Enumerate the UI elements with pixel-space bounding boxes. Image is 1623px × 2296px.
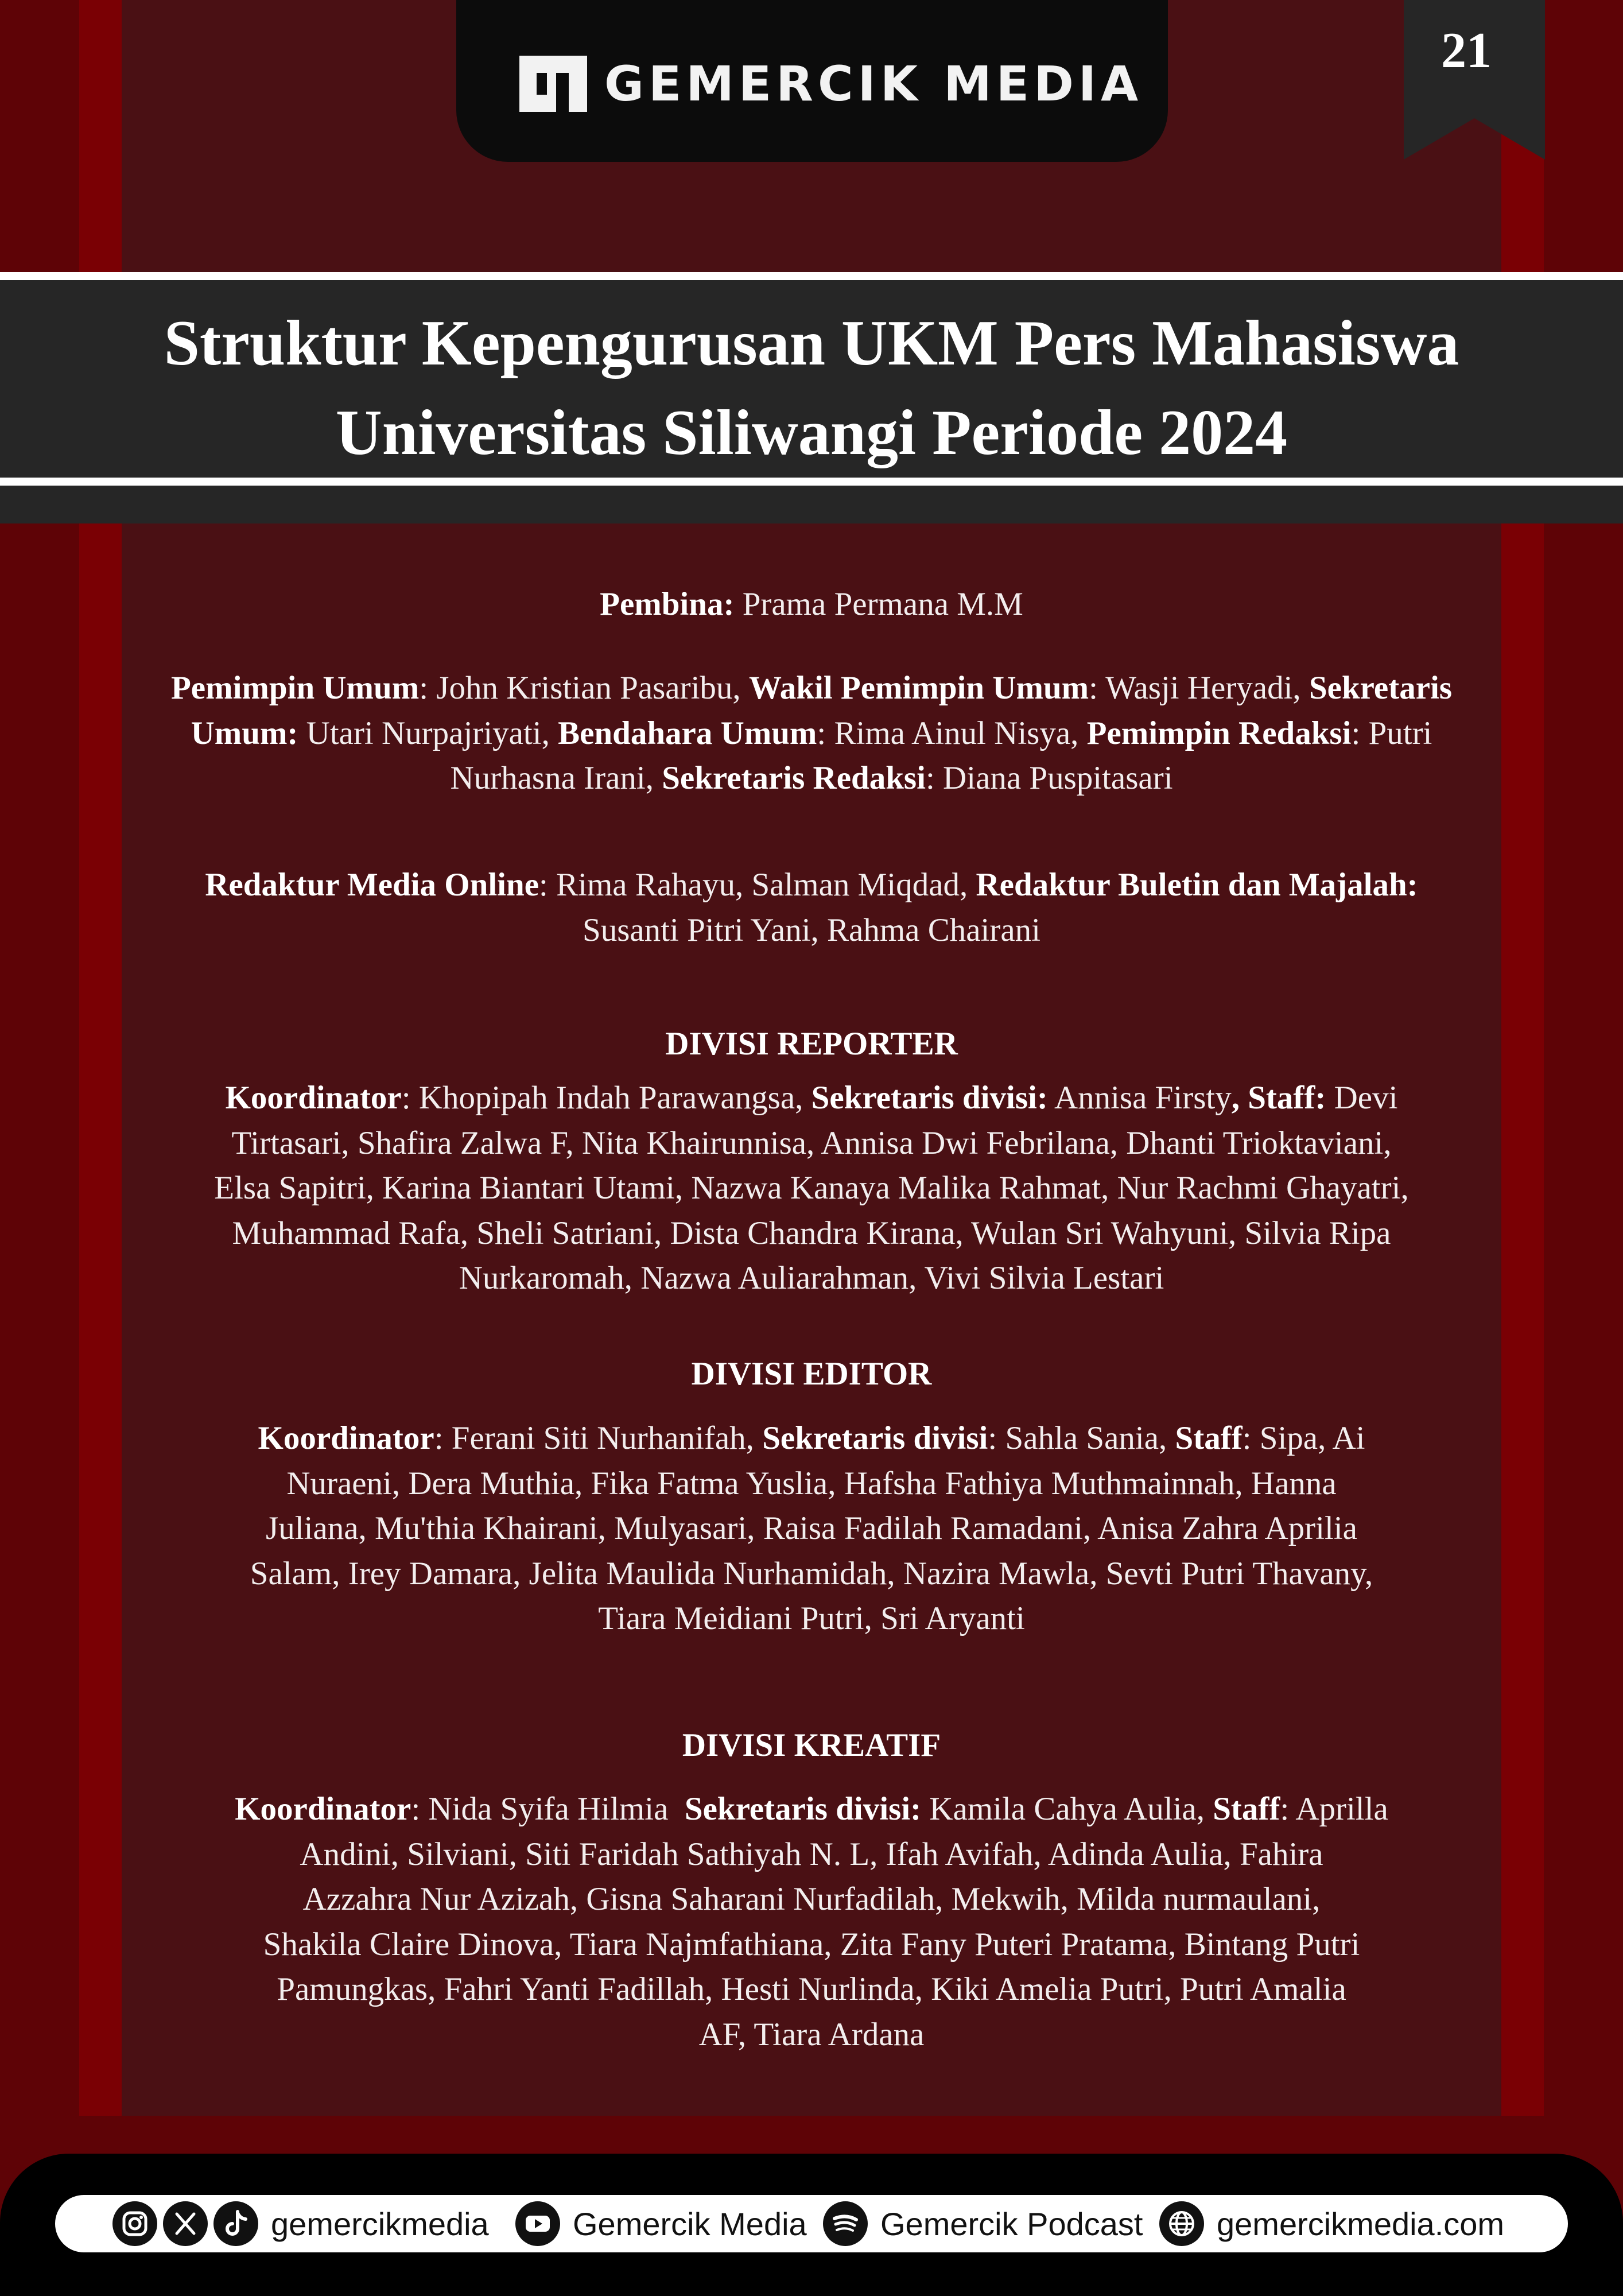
editor-line-1 (143, 1416, 1480, 1461)
reporter-block (143, 1076, 1480, 1301)
social-handle[interactable]: gemercikmedia (271, 2205, 489, 2242)
website-group (1159, 2195, 1504, 2252)
redaktur-block (143, 863, 1480, 953)
role-redaktur-media-online: Redaktur Media Online (205, 867, 539, 903)
name-text: : Rima Rahayu, Salman Miqdad, (539, 867, 976, 903)
role-koordinator: Koordinator (235, 1791, 411, 1827)
website-link[interactable]: gemercikmedia.com (1217, 2205, 1505, 2242)
role-sekretaris: Sekretaris (1309, 670, 1453, 706)
redaktur-line-1 (143, 863, 1480, 908)
reporter-line-2: Tirtasari, Shafira Zalwa F, Nita Khairunnisa, Annisa Dwi Febrilana, Dhanti Trioktaviani, (231, 1124, 1392, 1161)
role-wakil-pemimpin-umum: Wakil Pemimpin Umum (748, 670, 1089, 706)
role-sekretaris-divisi: Sekretaris divisi: (684, 1791, 922, 1827)
name-text: : Sahla Sania, (988, 1420, 1175, 1456)
role-sekretaris-redaksi: Sekretaris Redaksi (662, 760, 926, 796)
youtube-icon[interactable] (515, 2201, 560, 2246)
role-koordinator: Koordinator (258, 1420, 434, 1456)
role-pemimpin-umum: Pemimpin Umum (170, 670, 420, 706)
instagram-icon[interactable] (112, 2201, 157, 2246)
editor-heading: DIVISI EDITOR (691, 1356, 932, 1392)
page-number: 21 (1441, 23, 1492, 79)
role-pemimpin-redaksi: Pemimpin Redaksi (1086, 715, 1352, 751)
kreatif-line-5: Pamungkas, Fahri Yanti Fadillah, Hesti Nurlinda, Kiki Amelia Putri, Putri Amalia (277, 1971, 1346, 2007)
kreatif-heading: DIVISI KREATIF (682, 1727, 941, 1763)
brand-name: GEMERCIK MEDIA (604, 56, 1143, 112)
pimpinan-line-2 (143, 711, 1480, 757)
role-staff: , Staff: (1231, 1080, 1326, 1116)
title-line-2: Universitas Siliwangi Periode 2024 (335, 397, 1288, 468)
kreatif-line-4: Shakila Claire Dinova, Tiara Najmfathiana, Zita Fany Puteri Pratama, Bintang Putri (263, 1926, 1360, 1963)
pimpinan-line-1 (143, 666, 1480, 711)
youtube-group (515, 2195, 807, 2252)
name-text: : John Kristian Pasaribu, (419, 670, 749, 706)
kreatif-line-3: Azzahra Nur Azizah, Gisna Saharani Nurfadilah, Mekwih, Milda nurmaulani, (302, 1881, 1321, 1917)
editor-line-2: Nuraeni, Dera Muthia, Fika Fatma Yuslia, Hafsha Fathiya Muthmainnah, Hanna (286, 1465, 1337, 1502)
title-band-shadow (0, 482, 1623, 523)
reporter-line-4: Muhammad Rafa, Sheli Satriani, Dista Chandra Kirana, Wulan Sri Wahyuni, Silvia Ripa (232, 1215, 1391, 1251)
name-text: : Aprilla (1280, 1791, 1388, 1827)
editor-line-3: Juliana, Mu'thia Khairani, Mulyasari, Raisa Fadilah Ramadani, Anisa Zahra Aprilia (266, 1510, 1357, 1546)
reporter-line-3: Elsa Sapitri, Karina Biantari Utami, Nazwa Kanaya Malika Rahmat, Nur Rachmi Ghayatri, (214, 1170, 1409, 1206)
name-text: Nurhasna Irani, (450, 760, 662, 796)
redaktur-line-2: Susanti Pitri Yani, Rahma Chairani (583, 912, 1040, 948)
name-text: : Rima Ainul Nisya, (817, 715, 1087, 751)
globe-icon[interactable] (1159, 2201, 1204, 2246)
kreatif-line-2: Andini, Silviani, Siti Faridah Sathiyah N. L, Ifah Avifah, Adinda Aulia, Fahira (300, 1836, 1323, 1872)
name-text: : Khopipah Indah Parawangsa, (401, 1080, 812, 1116)
title-line-1: Struktur Kepengurusan UKM Pers Mahasiswa (164, 308, 1459, 379)
pimpinan-block (143, 666, 1480, 801)
social-group (112, 2195, 489, 2252)
title-band-top-line (0, 272, 1623, 280)
editor-line-4: Salam, Irey Damara, Jelita Maulida Nurhamidah, Nazira Mawla, Sevti Putri Thavany, (250, 1555, 1373, 1592)
role-sekretaris-umum: Umum: (191, 715, 298, 751)
spotify-icon[interactable] (823, 2201, 868, 2246)
role-bendahara-umum: Bendahara Umum (558, 715, 817, 751)
kreatif-line-6: AF, Tiara Ardana (698, 2016, 925, 2053)
role-staff: Staff (1213, 1791, 1280, 1827)
gemercik-logo-icon (519, 56, 587, 112)
brand-logo (519, 55, 1143, 113)
name-text: : Sipa, Ai (1242, 1420, 1365, 1456)
reporter-line-1 (143, 1076, 1480, 1121)
reporter-line-5: Nurkaromah, Nazwa Auliarahman, Vivi Silvia Lestari (459, 1260, 1164, 1296)
name-text: Kamila Cahya Aulia, (921, 1791, 1213, 1827)
pembina-line (143, 582, 1480, 627)
x-icon[interactable] (163, 2201, 208, 2246)
name-text: Annisa Firsty (1047, 1080, 1232, 1116)
title-band-bottom-line (0, 478, 1623, 486)
pembina-role: Pembina: (600, 586, 735, 622)
name-text: : Diana Puspitasari (925, 760, 1173, 796)
spotify-podcast[interactable]: Gemercik Podcast (880, 2205, 1143, 2242)
role-redaktur-buletin: Redaktur Buletin dan Majalah: (976, 867, 1418, 903)
role-sekretaris-divisi: Sekretaris divisi (762, 1420, 988, 1456)
name-text: : Wasji Heryadi, (1089, 670, 1309, 706)
name-text: Utari Nurpajriyati, (298, 715, 558, 751)
role-koordinator: Koordinator (225, 1080, 402, 1116)
pembina-name: Prama Permana M.M (734, 586, 1023, 622)
name-text: : Putri (1351, 715, 1432, 751)
name-text: : Nida Syifa Hilmia (411, 1791, 685, 1827)
kreatif-block (143, 1787, 1480, 2057)
spotify-group (823, 2195, 1143, 2252)
pimpinan-line-3 (143, 756, 1480, 801)
kreatif-line-1 (143, 1787, 1480, 1832)
page-title (57, 298, 1566, 478)
name-text: Devi (1326, 1080, 1398, 1116)
name-text: : Ferani Siti Nurhanifah, (434, 1420, 763, 1456)
role-staff: Staff (1175, 1420, 1243, 1456)
role-sekretaris-divisi: Sekretaris divisi: (811, 1080, 1048, 1116)
youtube-channel[interactable]: Gemercik Media (573, 2205, 807, 2242)
editor-line-5: Tiara Meidiani Putri, Sri Aryanti (598, 1600, 1025, 1636)
tiktok-icon[interactable] (213, 2201, 258, 2246)
editor-block (143, 1416, 1480, 1642)
reporter-heading: DIVISI REPORTER (665, 1026, 958, 1062)
